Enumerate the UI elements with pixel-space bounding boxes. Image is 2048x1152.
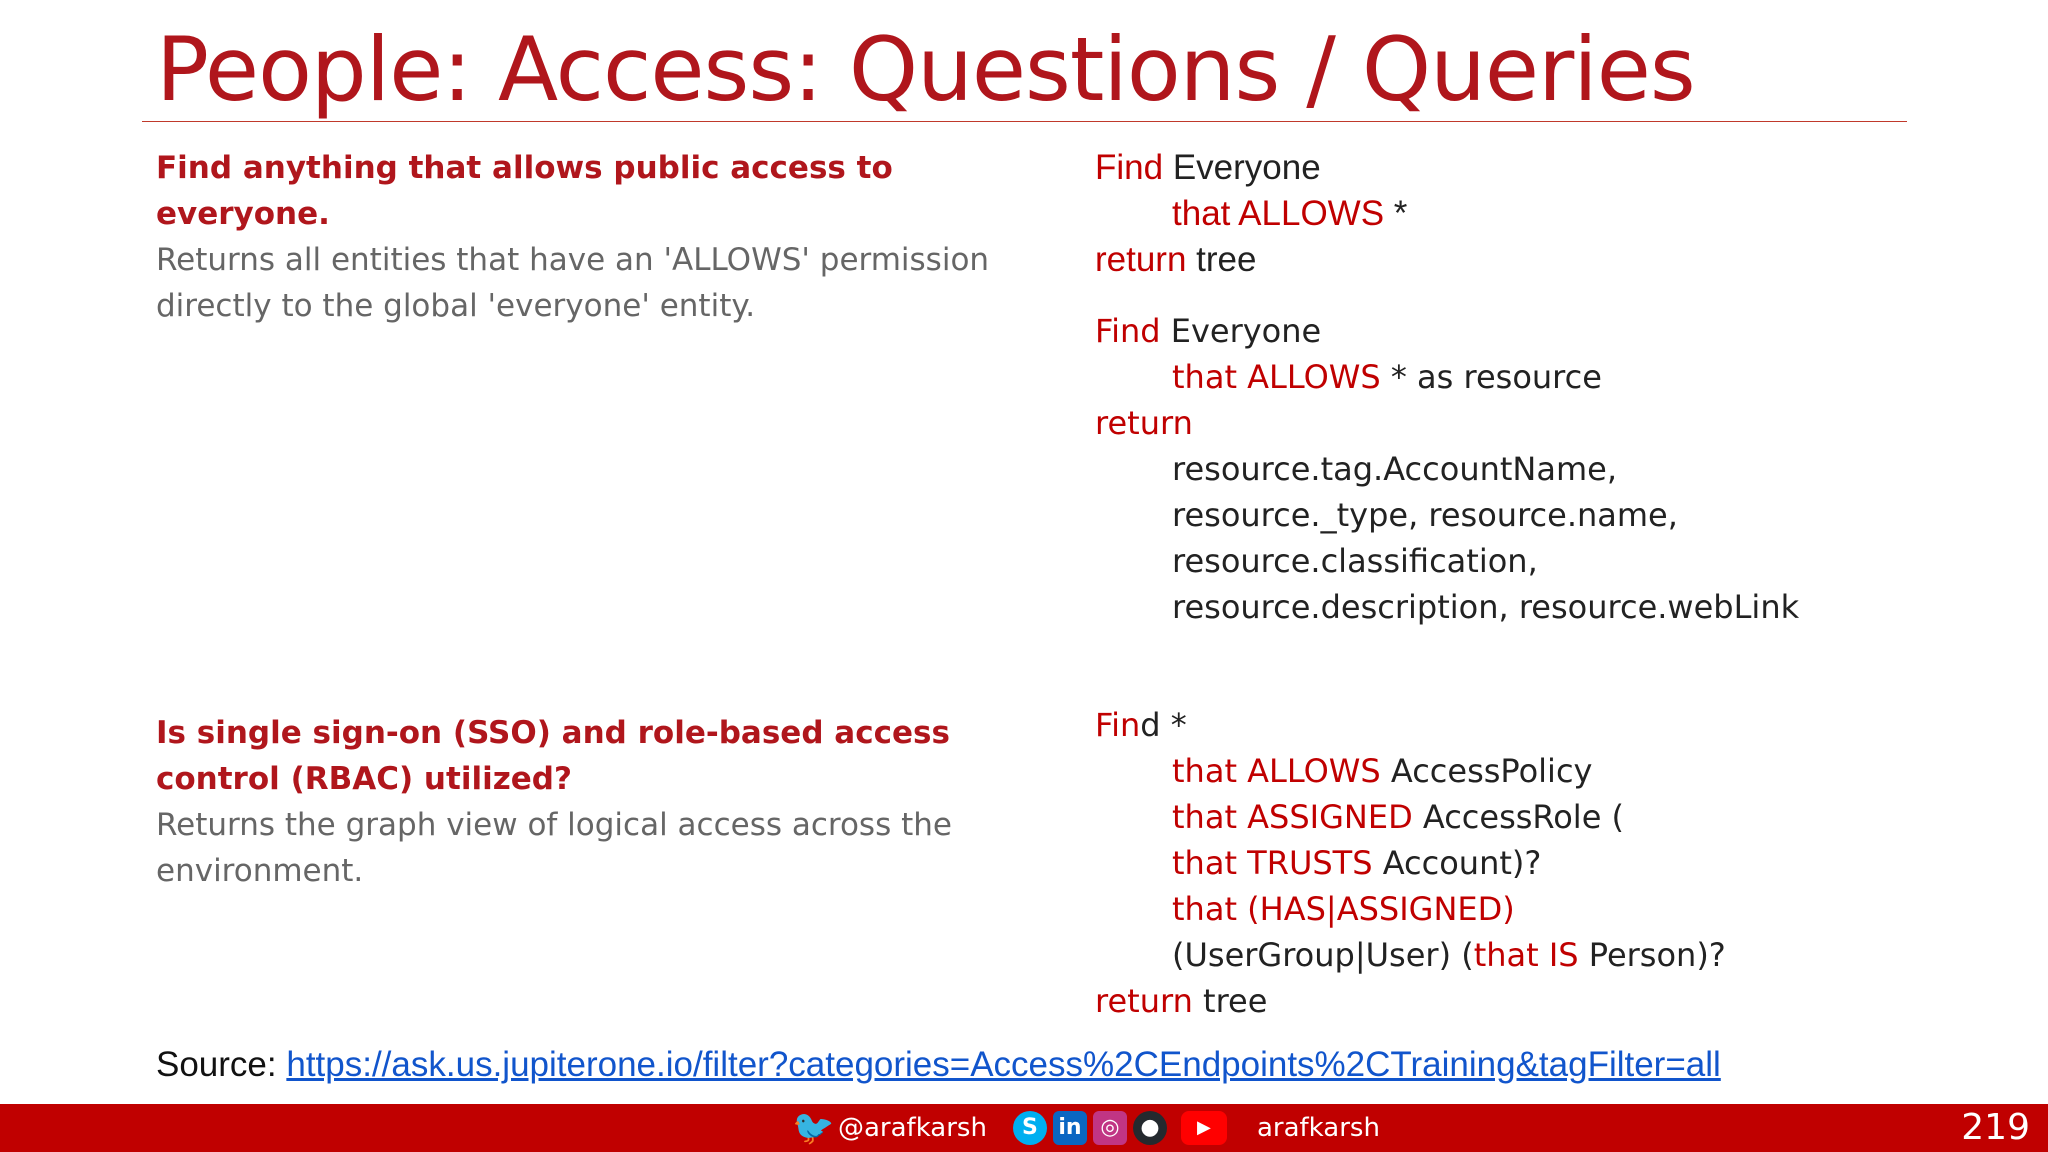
page-number: 219 bbox=[1961, 1107, 2030, 1148]
social-links bbox=[792, 1104, 1380, 1152]
github-icon[interactable]: ● bbox=[1133, 1111, 1167, 1145]
keyword: that TRUSTS bbox=[1172, 844, 1373, 882]
code-text: tree bbox=[1192, 982, 1268, 1020]
linkedin-icon[interactable]: in bbox=[1053, 1111, 1087, 1145]
slide-title: People: Access: Questions / Queries bbox=[156, 18, 1695, 121]
keyword: return bbox=[1095, 982, 1193, 1020]
code-text: AccessRole ( bbox=[1412, 798, 1625, 836]
youtube-handle[interactable]: arafkarsh bbox=[1256, 1113, 1380, 1143]
keyword: Fin bbox=[1095, 706, 1141, 744]
twitter-icon[interactable]: 🐦 bbox=[792, 1108, 835, 1148]
source-line bbox=[156, 1045, 1721, 1085]
keyword: that ALLOWS bbox=[1172, 752, 1381, 790]
keyword: Find bbox=[1095, 148, 1164, 187]
title-divider bbox=[142, 121, 1907, 122]
code-text: Account)? bbox=[1372, 844, 1542, 882]
code-text: tree bbox=[1186, 240, 1257, 279]
return-field: resource.classification, bbox=[1172, 542, 1538, 580]
query2-question-line2: control (RBAC) utilized? bbox=[156, 761, 572, 797]
return-field: resource.description, resource.webLink bbox=[1172, 588, 1800, 626]
query2-question-line1: Is single sign-on (SSO) and role-based access bbox=[156, 715, 950, 751]
code-text: Everyone bbox=[1160, 312, 1322, 350]
keyword: that ASSIGNED bbox=[1172, 798, 1413, 836]
query1-text bbox=[156, 145, 1036, 329]
code-text: d * bbox=[1140, 706, 1187, 744]
query2-text bbox=[156, 710, 1036, 894]
keyword: that ALLOWS bbox=[1172, 358, 1381, 396]
query1-code-b bbox=[1095, 308, 1799, 630]
query2-description: Returns the graph view of logical access across the environment. bbox=[156, 807, 952, 889]
code-text: AccessPolicy bbox=[1380, 752, 1593, 790]
source-link[interactable]: https://ask.us.jupiterone.io/filter?categories=Access%2CEndpoints%2CTraining&tagFilter=all bbox=[286, 1045, 1721, 1084]
code-text: Everyone bbox=[1163, 148, 1321, 187]
query1-question: Find anything that allows public access to everyone. bbox=[156, 150, 893, 232]
keyword: return bbox=[1095, 240, 1187, 279]
keyword: Find bbox=[1095, 312, 1161, 350]
skype-icon[interactable]: S bbox=[1013, 1111, 1047, 1145]
code-text: * bbox=[1384, 194, 1408, 233]
return-field: resource._type, resource.name, bbox=[1172, 496, 1678, 534]
code-text: (UserGroup|User) ( bbox=[1172, 936, 1474, 974]
youtube-icon[interactable]: ▶ bbox=[1181, 1111, 1227, 1145]
twitter-handle[interactable]: @arafkarsh bbox=[838, 1113, 987, 1143]
keyword: that (HAS|ASSIGNED) bbox=[1172, 890, 1515, 928]
keyword: return bbox=[1095, 404, 1193, 442]
code-text: * as resource bbox=[1380, 358, 1602, 396]
source-label: Source: bbox=[156, 1045, 287, 1084]
query2-code bbox=[1095, 702, 1726, 1024]
query1-description: Returns all entities that have an 'ALLOWS' permission directly to the global 'everyone' entity. bbox=[156, 242, 990, 324]
return-field: resource.tag.AccountName, bbox=[1172, 450, 1617, 488]
code-text: Person)? bbox=[1578, 936, 1726, 974]
keyword: that ALLOWS bbox=[1172, 194, 1385, 233]
instagram-icon[interactable]: ◎ bbox=[1093, 1111, 1127, 1145]
footer-bar bbox=[0, 1104, 2048, 1152]
query1-code-a bbox=[1095, 145, 1407, 283]
keyword: that IS bbox=[1473, 936, 1579, 974]
